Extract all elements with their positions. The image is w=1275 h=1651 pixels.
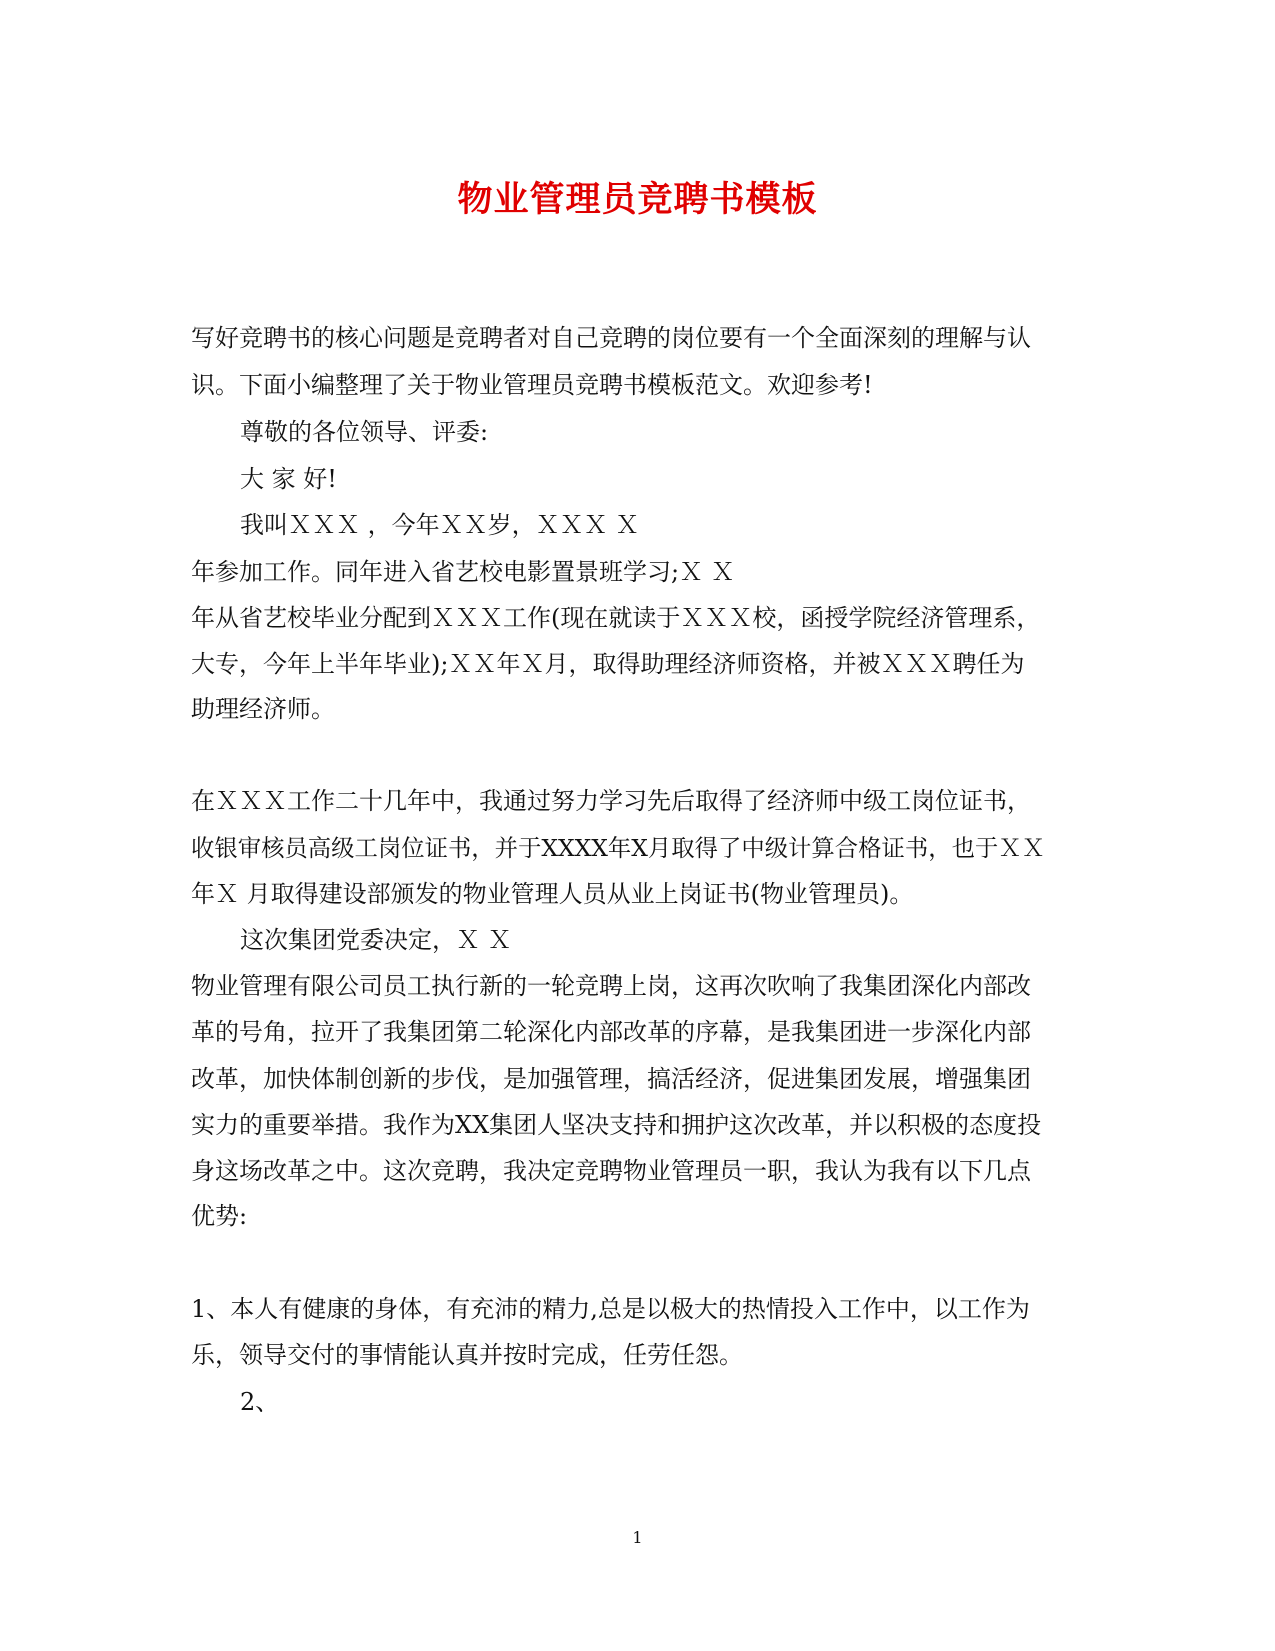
paragraph-line: 我叫ＸＸＸ ，今年ＸＸ岁，ＸＸＸ Ｘ: [240, 511, 640, 539]
paragraph-line: 物业管理有限公司员工执行新的一轮竞聘上岗，这再次吹响了我集团深化内部改: [191, 972, 1031, 1000]
paragraph-line: 这次集团党委决定，Ｘ Ｘ: [240, 926, 512, 954]
paragraph-line: 收银审核员高级工岗位证书，并于XXXX年X月取得了中级计算合格证书，也于ＸＸ: [191, 834, 1046, 862]
paragraph-line: 在ＸＸＸ工作二十几年中，我通过努力学习先后取得了经济师中级工岗位证书，: [191, 787, 1031, 815]
list-item-line: 1、本人有健康的身体，有充沛的精力,总是以极大的热情投入工作中，以工作为: [191, 1295, 1030, 1323]
salutation-line: 尊敬的各位领导、评委:: [240, 418, 489, 446]
paragraph-line: 实力的重要举措。我作为XX集团人坚决支持和拥护这次改革，并以积极的态度投: [191, 1111, 1042, 1139]
paragraph-line: 年Ｘ 月取得建设部颁发的物业管理人员从业上岗证书(物业管理员)。: [191, 880, 914, 908]
page-number: 1: [632, 1528, 643, 1547]
paragraph-line: 革的号角，拉开了我集团第二轮深化内部改革的序幕，是我集团进一步深化内部: [191, 1018, 1031, 1046]
list-item-line: 乐，领导交付的事情能认真并按时完成，任劳任怨。: [191, 1341, 743, 1369]
list-item-line: 2、: [240, 1388, 280, 1416]
paragraph-line: 年参加工作。同年进入省艺校电影置景班学习;Ｘ Ｘ: [191, 558, 735, 586]
paragraph-line: 助理经济师。: [191, 695, 335, 723]
paragraph-line: 识。下面小编整理了关于物业管理员竞聘书模板范文。欢迎参考!: [191, 371, 873, 399]
document-title: 物业管理员竞聘书模板: [457, 179, 818, 220]
paragraph-line: 写好竞聘书的核心问题是竞聘者对自己竞聘的岗位要有一个全面深刻的理解与认: [191, 324, 1031, 352]
paragraph-line: 年从省艺校毕业分配到ＸＸＸ工作(现在就读于ＸＸＸ校，函授学院经济管理系，: [191, 604, 1041, 632]
paragraph-line: 改革，加快体制创新的步伐，是加强管理，搞活经济，促进集团发展，增强集团: [191, 1065, 1031, 1093]
greeting-line: 大 家 好!: [240, 465, 337, 493]
paragraph-line: 身这场改革之中。这次竞聘，我决定竞聘物业管理员一职，我认为我有以下几点: [191, 1157, 1031, 1185]
paragraph-line: 大专，今年上半年毕业);ＸＸ年Ｘ月，取得助理经济师资格，并被ＸＸＸ聘任为: [191, 650, 1025, 678]
paragraph-line: 优势:: [191, 1202, 248, 1230]
